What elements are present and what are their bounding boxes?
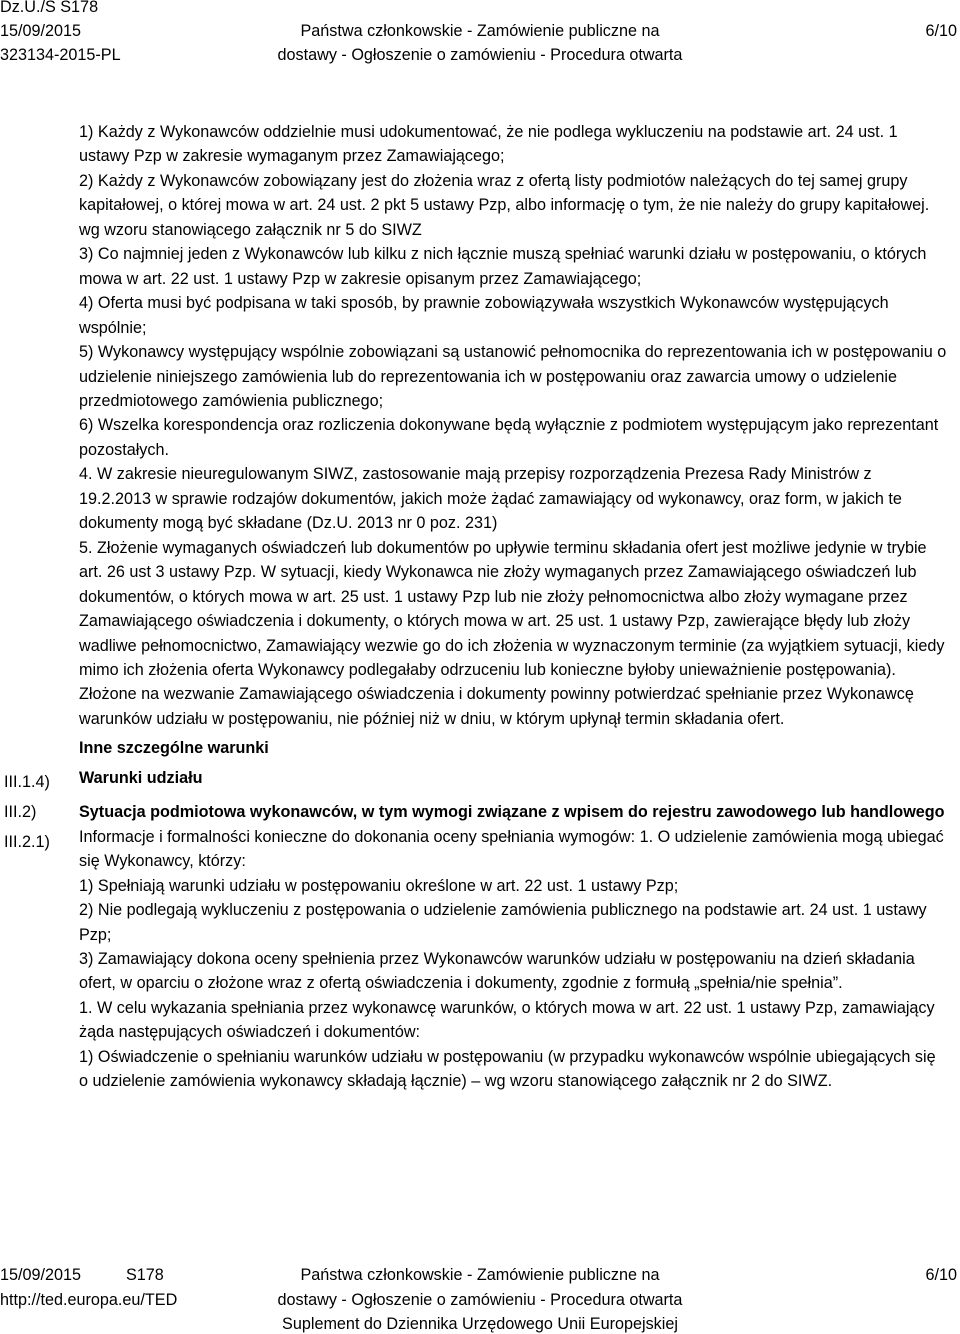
section-number-iii-1-4: III.1.4)	[4, 773, 50, 791]
paragraph: 1) Spełniają warunki udziału w postępowaniu określone w art. 22 ust. 1 ustawy Pzp;	[79, 876, 679, 895]
header-title-line1: Państwa członkowskie - Zamówienie publiczne na	[300, 22, 660, 40]
section-number-iii-2: III.2)	[4, 803, 37, 821]
reference-number: 323134-2015-PL	[0, 46, 121, 64]
paragraph: 5) Wykonawcy występujący wspólnie zobowiązani są ustanowić pełnomocnika do reprezentowania ich w postępowaniu o udzielenie niniejszego zamówienia lub do reprezentowania ich w postępowaniu oraz zawarcia umowy o udzielenie przedmiotowego zamówienia publicznego;	[79, 343, 947, 410]
document-body	[79, 120, 947, 1094]
header-title-line2: dostawy - Ogłoszenie o zamówieniu - Procedura otwarta	[277, 46, 683, 64]
footer-title-line2: dostawy - Ogłoszenie o zamówieniu - Procedura otwarta	[277, 1291, 683, 1309]
footer-page-number: 6/10	[925, 1266, 957, 1284]
footer-title-line3: Suplement do Dziennika Urzędowego Unii Europejskiej	[282, 1315, 678, 1333]
section-heading-contractor-situation: Sytuacja podmiotowa wykonawców, w tym wymogi związane z wpisem do rejestru zawodowego lub handlowego	[79, 803, 945, 822]
paragraph: 1) Oświadczenie o spełnianiu warunków udziału w postępowaniu (w przypadku wykonawców wspólnie ubiegających się o udzielenie zamówienia wykonawcy składają łącznie) – wg wzoru stanowiącego załącznik nr 2 do SIWZ.	[79, 1047, 936, 1091]
footer-url: http://ted.europa.eu/TED	[0, 1291, 178, 1309]
footer-date: 15/09/2015	[0, 1266, 82, 1284]
paragraph: 3) Co najmniej jeden z Wykonawców lub kilku z nich łącznie muszą spełniać warunki działu w postępowaniu, o których mowa w art. 22 ust. 1 ustawy Pzp w zakresie opisanym przez Zamawiającego;	[79, 245, 927, 288]
paragraph: 1) Każdy z Wykonawców oddzielnie musi udokumentować, że nie podlega wykluczeniu na podstawie art. 24 ust. 1 ustawy Pzp w zakresie wymaganym przez Zamawiającego;	[79, 123, 898, 166]
doc-code: Dz.U./S S178	[0, 0, 99, 16]
paragraph: 6) Wszelka korespondencja oraz rozliczenia dokonywane będą wyłącznie z podmiotem występującym jako reprezentant pozostałych.	[79, 416, 939, 459]
footer-title-line1: Państwa członkowskie - Zamówienie publiczne na	[300, 1266, 660, 1284]
paragraph: 4) Oferta musi być podpisana w taki sposób, by prawnie zobowiązywała wszystkich Wykonawców występujących wspólnie;	[79, 294, 889, 337]
section-heading-other-conditions: Inne szczególne warunki	[79, 739, 269, 758]
paragraph: 4. W zakresie nieuregulowanym SIWZ, zastosowanie mają przepisy rozporządzenia Prezesa Rady Ministrów z 19.2.2013 w sprawie rodzajów dokumentów, jakich może żądać zamawiający od wykonawcy, oraz form, w jakich te dokumenty mogą być składane (Dz.U. 2013 nr 0 poz. 231)	[79, 465, 902, 533]
paragraph: 5. Złożenie wymaganych oświadczeń lub dokumentów po upływie terminu składania ofert jest możliwe jedynie w trybie art. 26 ust 3 ustawy Pzp. W sytuacji, kiedy Wykonawca nie złoży wymaganych przez Zamawiającego oświadczeń lub dokumentów, o których mowa w art. 25 ust. 1 ustawy Pzp lub nie złoży pełnomocnictwa albo złoży wymagane przez Zamawiającego oświadczenia i dokumenty, o których mowa w art. 25 ust. 1 ustawy Pzp, zawierające błędy lub złoży wadliwe pełnomocnictwo, Zamawiający wezwie go do ich złożenia w wyznaczonym terminie (za wyjątkiem sytuacji, kiedy mimo ich złożenia oferta Wykonawcy podlegałaby odrzuceniu lub konieczne byłoby unieważnienie postępowania). Złożone na wezwanie Zamawiającego oświadczenia i dokumenty powinny potwierdzać spełnianie przez Wykonawcę warunków udziału w postępowaniu, nie później niż w dniu, w którym upłynął termin składania ofert.	[79, 538, 945, 728]
section-number-iii-2-1: III.2.1)	[4, 833, 50, 851]
header-page-number: 6/10	[925, 22, 957, 40]
header-date: 15/09/2015	[0, 22, 82, 40]
paragraph: Informacje i formalności konieczne do dokonania oceny spełniania wymogów: 1. O udzielenie zamówienia mogą ubiegać się Wykonawcy, którzy:	[79, 827, 944, 871]
paragraph: 2) Nie podlegają wykluczeniu z postępowania o udzielenie zamówienia publicznego na podstawie art. 24 ust. 1 ustawy Pzp;	[79, 901, 927, 944]
footer-issue: S178	[126, 1266, 164, 1284]
paragraph: 1. W celu wykazania spełniania przez wykonawcę warunków, o których mowa w art. 22 ust. 1 ustawy Pzp, zamawiający żąda następujących oświadczeń i dokumentów:	[79, 998, 935, 1042]
section-heading-participation-conditions: Warunki udziału	[79, 768, 203, 787]
paragraph: 3) Zamawiający dokona oceny spełnienia przez Wykonawców warunków udziału w postępowaniu na dzień składania ofert, w oparciu o złożone wraz z ofertą oświadczenia i dokumenty, zgodnie z formułą „spełnia/nie spełnia”.	[79, 949, 915, 993]
paragraph: 2) Każdy z Wykonawców zobowiązany jest do złożenia wraz z ofertą listy podmiotów należących do tej samej grupy kapitałowej, o której mowa w art. 24 ust. 2 pkt 5 ustawy Pzp, albo informację o tym, że nie należy do grupy kapitałowej. wg wzoru stanowiącego załącznik nr 5 do SIWZ	[79, 171, 930, 239]
